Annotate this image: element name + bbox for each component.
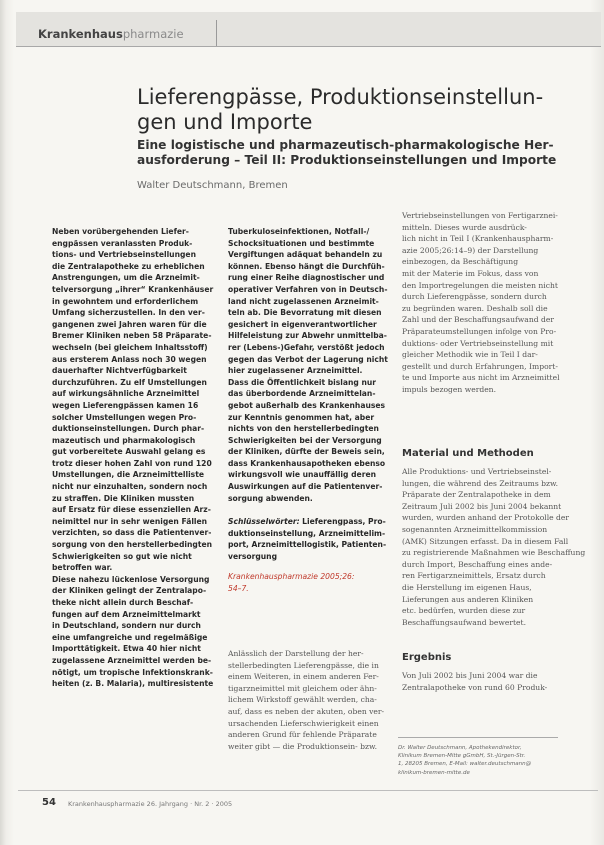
- body-text-line: gebot außerhalb des Krankenhauses: [228, 400, 386, 410]
- page-number: 54: [42, 797, 56, 808]
- author-footnote: [398, 744, 558, 777]
- body-column-2: [228, 226, 388, 504]
- keywords-line: duktionseinstellung, Arzneimittelim-: [228, 528, 386, 538]
- section-material-text: [402, 466, 586, 628]
- body-text-line: Beschaffungsaufwand bewertet.: [402, 617, 526, 627]
- article-subtitle-line-1: Eine logistische und pharmazeutisch-pharmakologische Her-: [137, 138, 554, 152]
- body-text-line: zugelassene Arzneimittel werden be-: [52, 655, 212, 665]
- body-text-line: auf, dass es neben der akuten, oben ver-: [228, 706, 385, 716]
- body-text-line: heiten (z. B. Malaria), multiresistente: [52, 679, 214, 689]
- body-text-line: nichts von den herstellerbedingten: [228, 424, 379, 434]
- body-text-line: wechseln (bei gleichem Inhaltsstoff): [52, 342, 208, 352]
- header-divider: [216, 20, 217, 46]
- article-title-line-1: Lieferengpässe, Produktionseinstellun-: [137, 85, 544, 109]
- body-text-line: der Kliniken, dürfte der Beweis sein,: [228, 447, 385, 457]
- body-text-line: operativer Verfahren von in Deutsch-: [228, 284, 388, 294]
- footnote-line: klinikum-bremen-mitte.de: [398, 769, 470, 776]
- journal-reference-pages: 54–7.: [228, 583, 249, 593]
- body-text-line: Schwierigkeiten so gut wie nicht: [52, 551, 192, 561]
- body-text-line: Umfang sicherzustellen. In den ver-: [52, 308, 205, 318]
- body-text-line: zur Kenntnis genommen hat, aber: [228, 412, 375, 422]
- body-text-line: eine umfangreiche und regelmäßige: [52, 632, 208, 642]
- footnote-line: Dr. Walter Deutschmann, Apothekendirektor,: [398, 745, 522, 751]
- body-text-line: Importtätigkeit. Etwa 40 hier nicht: [52, 644, 201, 654]
- body-text-line: rung einer Reihe diagnostischer und: [228, 273, 385, 283]
- body-text-line: lichem Wirkstoff gewählt werden, cha-: [228, 695, 377, 705]
- body-text-line: mit der Materie im Fokus, dass von: [402, 268, 539, 278]
- body-text-line: azie 2005;26:14–9) der Darstellung: [402, 245, 539, 255]
- body-text-line: Zahl und der Beschaffungsaufwand der: [402, 315, 554, 325]
- body-text-line: Alle Produktions- und Vertriebseinstel-: [402, 467, 552, 476]
- keywords-line: port, Arzneimittellogistik, Patienten-: [228, 540, 387, 550]
- body-text-line: solcher Umstellungen wegen Pro-: [52, 412, 197, 422]
- body-text-line: theke nicht allein durch Beschaf-: [52, 598, 194, 607]
- body-text-line: auf wirkungsähnliche Arzneimittel: [52, 389, 200, 399]
- article-title-line-2: gen und Importe: [137, 110, 313, 134]
- body-text-line: können. Ebenso hängt die Durchfüh-: [228, 261, 385, 271]
- body-text-line: duktions- oder Vertriebseinstellung mit: [402, 338, 554, 348]
- section-results-text: [402, 670, 554, 693]
- section-heading-results: Ergebnis: [402, 652, 452, 663]
- footnote-line: Klinikum Bremen-Mitte gGmbH, St.-Jürgen-Str.: [398, 753, 526, 760]
- body-text-line: ren Fertigarzneimittels, Ersatz durch: [402, 571, 546, 581]
- body-text-line: mitteln. Dieses wurde ausdrück-: [402, 222, 527, 232]
- journal-name-bold: Krankenhaus: [38, 27, 123, 41]
- body-text-line: tions- und Vertriebseinstellungen: [52, 250, 196, 260]
- body-text-line: durch Import, Beschaffung eines ande-: [402, 559, 553, 569]
- body-text-line: Vergiftungen adäquat behandeln zu: [228, 250, 383, 260]
- body-text-line: Präparateumstellungen infolge von Pro-: [402, 326, 557, 336]
- body-text-line: Bremer Kliniken neben 58 Präparate-: [52, 331, 212, 341]
- article-title: [137, 85, 557, 135]
- body-text-line: wurden, wurden anhand der Protokolle der: [402, 513, 570, 523]
- body-text-line: Vertriebseinstellungen von Fertigarznei-: [402, 211, 558, 220]
- article-subtitle: [137, 138, 557, 168]
- body-text-line: lungen, die während des Zeitraums bzw.: [402, 478, 559, 488]
- footer-rule: [18, 790, 598, 791]
- body-text-line: zu straffen. Die Kliniken mussten: [52, 493, 195, 503]
- body-text-line: stellerbedingten Lieferengpässe, die in: [228, 660, 379, 670]
- body-text-line: gut vorbereitete Auswahl gelang es: [52, 447, 206, 457]
- body-text-line: anderen Grund für fehlende Präparate: [228, 730, 377, 740]
- body-text-line: sogenannten Arzneimittelkommission: [402, 524, 548, 534]
- body-text-line: das überbordende Arzneimittelan-: [228, 389, 376, 399]
- body-text-line: einbezogen, da Beschäftigung: [402, 257, 519, 267]
- journal-name: [38, 27, 184, 41]
- body-text-line: einem Weiteren, in einem anderen Fer-: [228, 672, 379, 682]
- body-text-line: neimittel nur in sehr wenigen Fällen: [52, 516, 208, 526]
- body-text-line: te und Importe aus nicht im Arzneimittel: [402, 373, 560, 383]
- body-text-line: Dass die Öffentlichkeit bislang nur: [228, 377, 377, 387]
- body-text-line: nötigt, um tropische Infektionskrank-: [52, 667, 213, 677]
- body-text-line: wirkungsvoll wie unauffällig deren: [228, 470, 377, 480]
- body-column-3: [402, 210, 560, 396]
- body-text-line: duktionseinstellungen. Durch phar-: [52, 424, 205, 434]
- footnote-divider: [398, 737, 558, 738]
- body-text-line: ursachenden Lieferschwierigkeit einen: [228, 718, 379, 728]
- body-text-line: dass Krankenhausapotheken ebenso: [228, 458, 386, 468]
- body-text-line: nicht nur einzuhalten, sondern noch: [52, 482, 208, 492]
- body-text-line: Anstrengungen, um die Arzneimit-: [52, 273, 200, 283]
- body-text-line: zu begründen waren. Deshalb soll die: [402, 303, 548, 313]
- body-text-line: rer (Lebens-)Gefahr, verstößt jedoch: [228, 342, 385, 352]
- body-text-line: etc. bedürfen, wurden diese zur: [402, 606, 526, 616]
- body-text-line: aus ersterem Anlass noch 30 wegen: [52, 354, 207, 364]
- body-column-1: [52, 226, 214, 690]
- body-text-line: (AMK) Sitzungen erfasst. Da in diesem Fall: [402, 536, 569, 546]
- keywords-line: Lieferengpass, Pro-: [302, 517, 386, 526]
- body-text-line: gesichert in eigenverantwortlicher: [228, 319, 377, 329]
- body-text-line: mazeutisch und pharmakologisch: [52, 435, 196, 445]
- footnote-line: 1, 28205 Bremen, E-Mail: walter.deutschmann@: [398, 761, 532, 768]
- body-text-line: der Kliniken gelingt der Zentralapo-: [52, 586, 207, 596]
- body-text-line: weiter gibt — die Produktionsein- bzw.: [228, 741, 378, 751]
- body-text-line: den Importregelungen die meisten nicht: [402, 280, 558, 290]
- body-text-line: auf Ersatz für diese essenziellen Arz-: [52, 505, 211, 515]
- journal-reference: Krankenhauspharmazie 2005;26:: [228, 572, 355, 582]
- body-text-line: Tuberkuloseinfektionen, Notfall-/: [228, 227, 370, 236]
- body-text-line: Diese nahezu lückenlose Versorgung: [52, 574, 210, 584]
- body-text-line: gangenen zwei Jahren waren für die: [52, 319, 207, 329]
- body-text-line: sorgung abwenden.: [228, 493, 313, 503]
- body-text-line: gegen das Verbot der Lagerung nicht: [228, 354, 388, 364]
- body-text-line: Auswirkungen auf die Patientenver-: [228, 482, 383, 492]
- section-heading-material: Material und Methoden: [402, 448, 534, 459]
- body-text-line: die Herstellung im eigenen Haus,: [402, 582, 532, 592]
- body-text-line: Schocksituationen und bestimmte: [228, 238, 375, 248]
- body-text-line: Umstellungen, die Arzneimittelliste: [52, 470, 204, 480]
- body-text-line: lich nicht in Teil I (Krankenhauspharm-: [402, 234, 554, 244]
- body-text-line: Zentralapotheke von rund 60 Produk-: [402, 682, 548, 692]
- journal-name-light: pharmazie: [122, 27, 184, 41]
- body-text-line: teln ab. Die Bevorratung mit diesen: [228, 308, 382, 318]
- body-text-line: engpässen veranlassten Produk-: [52, 238, 193, 248]
- article-author: Walter Deutschmann, Bremen: [137, 180, 288, 191]
- body-text-line: gestellt und durch Erfahrungen, Import-: [402, 361, 558, 371]
- body-text-line: Präparate der Zentralapotheke in dem: [402, 490, 551, 500]
- body-text-line: in gewohntem und erforderlichem: [52, 296, 199, 306]
- body-text-line: tigarzneimittel mit gleichem oder ähn-: [228, 683, 377, 693]
- keywords-line: versorgung: [228, 551, 278, 561]
- keywords-label: Schlüsselwörter:: [228, 517, 300, 526]
- body-column-2-lower: [228, 648, 384, 752]
- body-text-line: Von Juli 2002 bis Juni 2004 war die: [402, 671, 538, 680]
- article-subtitle-line-2: ausforderung – Teil II: Produktionseinstellungen und Importe: [137, 153, 557, 167]
- footer-reference: Krankenhauspharmazie 26. Jahrgang · Nr. 2 · 2005: [68, 800, 233, 808]
- keywords-block: [228, 516, 387, 595]
- body-text-line: wegen Lieferengpässen kamen 16: [52, 400, 199, 410]
- body-text-line: Anlässlich der Darstellung der her-: [228, 649, 364, 658]
- body-text-line: Schwierigkeiten bei der Versorgung: [228, 435, 382, 445]
- body-text-line: land nicht zugelassenen Arzneimit-: [228, 296, 379, 306]
- body-text-line: in Deutschland, sondern nur durch: [52, 621, 201, 631]
- body-text-line: hier zugelassener Arzneimittel.: [228, 366, 363, 376]
- body-text-line: trotz dieser hohen Zahl von rund 120: [52, 458, 212, 468]
- body-text-line: die Zentralapotheke zu erheblichen: [52, 261, 205, 271]
- header-rule: [16, 46, 601, 47]
- body-text-line: gleicher Methodik wie in Teil I dar-: [402, 350, 538, 360]
- body-text-line: sorgung von den herstellerbedingten: [52, 540, 213, 550]
- body-text-line: Lieferungen aus anderen Kliniken: [402, 594, 534, 604]
- body-text-line: fungen auf dem Arzneimittelmarkt: [52, 609, 201, 619]
- body-text-line: zu registrierende Maßnahmen wie Beschaffung: [402, 548, 586, 558]
- body-text-line: telversorgung „ihrer“ Krankenhäuser: [52, 284, 214, 294]
- body-text-line: dauerhafter Nichtverfügbarkeit: [52, 366, 187, 376]
- body-text-line: durch Lieferengpässe, sondern durch: [402, 292, 547, 302]
- body-text-line: Zeitraum Juli 2002 bis Juni 2004 bekannt: [402, 501, 562, 511]
- body-text-line: Neben vorübergehenden Liefer-: [52, 227, 189, 236]
- body-text-line: verzichten, so dass die Patientenver-: [52, 528, 212, 538]
- body-text-line: betroffen war.: [52, 563, 113, 573]
- body-text-line: impuls bezogen werden.: [402, 384, 496, 394]
- body-text-line: Hilfeleistung zur Abwehr unmittelba-: [228, 331, 387, 341]
- body-text-line: durchzuführen. Zu elf Umstellungen: [52, 377, 207, 387]
